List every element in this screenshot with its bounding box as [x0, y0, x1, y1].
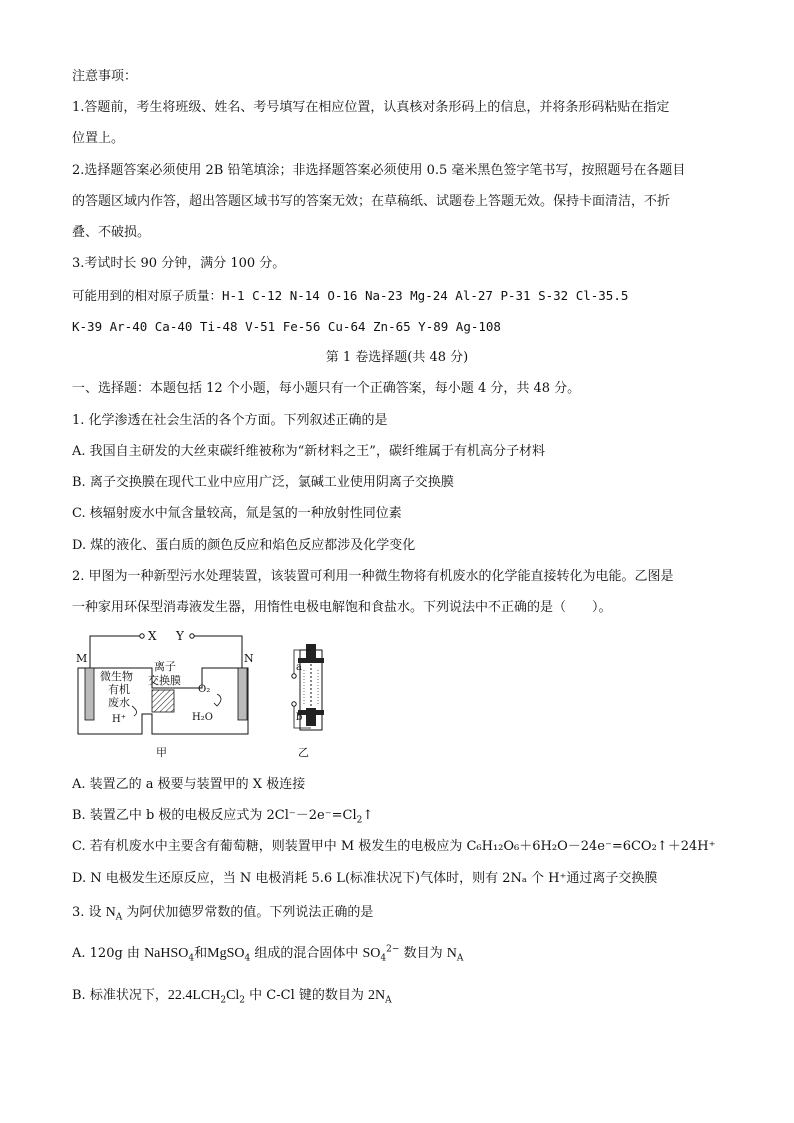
wastewater-label: 废水	[108, 696, 130, 709]
h2o-label: H₂O	[192, 712, 213, 723]
notice-item-3: 3.考试时长 90 分钟，满分 100 分。	[72, 256, 286, 271]
membrane-label-2: 交换膜	[148, 674, 181, 687]
q2-stem-a: 2. 甲图为一种新型污水处理装置，该装置可利用一种微生物将有机废水的化学能直接转化为电能。乙图是	[72, 569, 674, 584]
notice-item-1b: 位置上。	[72, 131, 125, 146]
atomic-mass-line-2: K-39 Ar-40 Ca-40 Ti-48 V-51 Fe-56 Cu-64 Zn-65 Y-89 Ag-108	[72, 319, 501, 334]
terminal-y	[190, 634, 194, 638]
notice-item-2b: 的答题区域内作答，超出答题区域书写的答案无效；在草稿纸、试题卷上答题无效。保持卡面清洁，不折	[72, 194, 671, 209]
label-y: Y	[176, 629, 184, 643]
label-n: N	[244, 652, 254, 665]
notice-item-1a: 1.答题前，考生将班级、姓名、考号填写在相应位置，认真核对条形码上的信息，并将条形码粘贴在指定	[72, 100, 670, 115]
notice-title: 注意事项：	[72, 69, 138, 84]
q3-option-b: B. 标准状况下，$22.4LCH_2Cl_2$ 中 C-Cl 键的数目为 $2N_A$	[72, 988, 392, 1006]
q2-option-d: D. N 电极发生还原反应，当 N 电极消耗 5.6 L(标准状况下)气体时，则有 2Nₐ 个 H⁺通过离子交换膜	[72, 871, 658, 886]
q2-option-b: B. 装置乙中 b 极的电极反应式为 $2Cl^--2e^-=Cl_2↑$	[72, 808, 374, 826]
label-a: a	[296, 662, 302, 673]
hplus-label: H⁺	[112, 714, 126, 725]
notice-item-2a: 2.选择题答案必须使用 2B 铅笔填涂；非选择题答案必须使用 0.5 毫米黑色签字笔书写，按照题号在各题目	[72, 163, 686, 178]
label-m: M	[76, 652, 88, 665]
q2-option-a: A. 装置乙的 a 极要与装置甲的 X 极连接	[72, 777, 306, 792]
ion-exchange-membrane	[152, 690, 174, 712]
q2-option-c: C. 若有机废水中主要含有葡萄糖，则装置甲中 M 极发生的电极应为 C₆H₁₂O₆＋6H₂O－24e⁻=6CO₂↑＋24H⁺	[72, 839, 716, 854]
membrane-label-1: 离子	[154, 660, 176, 673]
o2-label: O₂	[198, 684, 211, 695]
notice-item-2c: 叠、不破损。	[72, 225, 151, 240]
q3-option-a: A. 120g 由 NaHSO$_4$和MgSO$_4$ 组成的混合固体中 $SO_4^{2-}$ 数目为 $N_A$	[72, 944, 464, 964]
electrode-m	[85, 668, 94, 720]
label-b: b	[296, 712, 303, 723]
section-intro: 一、选择题：本题包括 12 个小题，每小题只有一个正确答案，每小题 4 分，共 48 分。	[72, 381, 581, 396]
q2-figure	[72, 624, 342, 764]
q1-option-c: C. 核辐射废水中氚含量较高，氚是氢的一种放射性同位素	[72, 506, 402, 521]
label-x: X	[148, 629, 157, 643]
organic-label: 有机	[108, 683, 130, 696]
figure-jia-caption: 甲	[156, 746, 167, 759]
electrode-n	[238, 668, 247, 720]
atomic-mass-line-1: 可能用到的相对原子质量：H-1 C-12 N-14 O-16 Na-23 Mg-24 Al-27 P-31 S-32 Cl-35.5	[72, 288, 629, 303]
q1-option-d: D. 煤的液化、蛋白质的颜色反应和焰色反应都涉及化学变化	[72, 538, 416, 553]
wire	[90, 636, 142, 668]
figure-yi-caption: 乙	[298, 746, 309, 759]
q2-stem-b: 一种家用环保型消毒液发生器，用惰性电极电解饱和食盐水。下列说法中不正确的是（ ）。	[72, 600, 612, 615]
microbe-label: 微生物	[100, 670, 133, 683]
terminal-x	[140, 634, 144, 638]
q1-stem: 1. 化学渗透在社会生活的各个方面。下列叙述正确的是	[72, 413, 388, 428]
q3-stem: 3. 设 $N_A$ 为阿伏加德罗常数的值。下列说法正确的是	[72, 905, 374, 923]
q1-option-b: B. 离子交换膜在现代工业中应用广泛，氯碱工业使用阴离子交换膜	[72, 475, 454, 490]
section-title: 第 1 卷选择题(共 48 分)	[325, 350, 469, 365]
q1-option-a: A. 我国自主研发的大丝束碳纤维被称为“新材料之王”，碳纤维属于有机高分子材料	[72, 444, 545, 459]
